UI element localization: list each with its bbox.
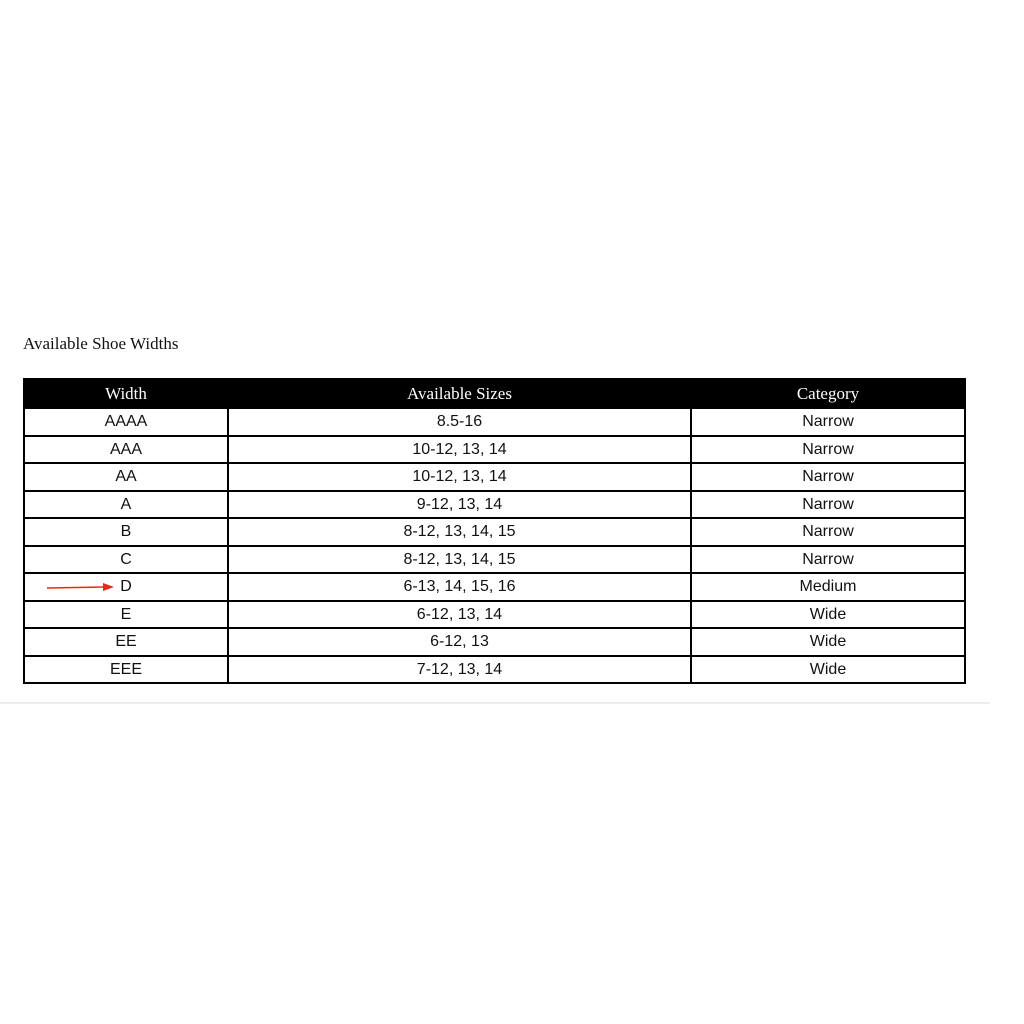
header-available-sizes: Available Sizes [228, 379, 691, 408]
table-row [24, 408, 965, 436]
category-cell: Narrow [691, 518, 965, 546]
category-cell: Wide [691, 628, 965, 656]
width-cell: AAA [24, 436, 228, 464]
red-arrow-icon [45, 582, 115, 592]
sizes-cell: 8.5-16 [228, 408, 691, 436]
table-header-row [24, 379, 965, 408]
width-cell: B [24, 518, 228, 546]
width-cell-highlighted [24, 573, 228, 601]
width-cell: C [24, 546, 228, 574]
page-title: Available Shoe Widths [23, 334, 179, 353]
table-row [24, 491, 965, 519]
category-cell: Wide [691, 656, 965, 684]
width-cell: A [24, 491, 228, 519]
table-row [24, 656, 965, 684]
width-cell: AAAA [24, 408, 228, 436]
category-cell: Narrow [691, 408, 965, 436]
table-row [24, 436, 965, 464]
sizes-cell: 10-12, 13, 14 [228, 463, 691, 491]
shoe-widths-table [23, 378, 966, 684]
width-cell: E [24, 601, 228, 629]
header-category: Category [691, 379, 965, 408]
table-row [24, 463, 965, 491]
header-width: Width [24, 379, 228, 408]
table-row-highlighted [24, 573, 965, 601]
table-row [24, 518, 965, 546]
divider [0, 702, 990, 704]
sizes-cell: 7-12, 13, 14 [228, 656, 691, 684]
sizes-cell: 8-12, 13, 14, 15 [228, 546, 691, 574]
width-cell: EE [24, 628, 228, 656]
sizes-cell: 10-12, 13, 14 [228, 436, 691, 464]
category-cell: Narrow [691, 546, 965, 574]
width-cell-label: D [120, 578, 132, 596]
sizes-cell: 6-13, 14, 15, 16 [228, 573, 691, 601]
sizes-cell: 6-12, 13 [228, 628, 691, 656]
width-cell: EEE [24, 656, 228, 684]
table-row [24, 628, 965, 656]
category-cell: Narrow [691, 491, 965, 519]
category-cell: Medium [691, 573, 965, 601]
sizes-cell: 8-12, 13, 14, 15 [228, 518, 691, 546]
sizes-cell: 9-12, 13, 14 [228, 491, 691, 519]
table-row [24, 601, 965, 629]
sizes-cell: 6-12, 13, 14 [228, 601, 691, 629]
category-cell: Narrow [691, 436, 965, 464]
width-cell: AA [24, 463, 228, 491]
category-cell: Wide [691, 601, 965, 629]
category-cell: Narrow [691, 463, 965, 491]
table-row [24, 546, 965, 574]
